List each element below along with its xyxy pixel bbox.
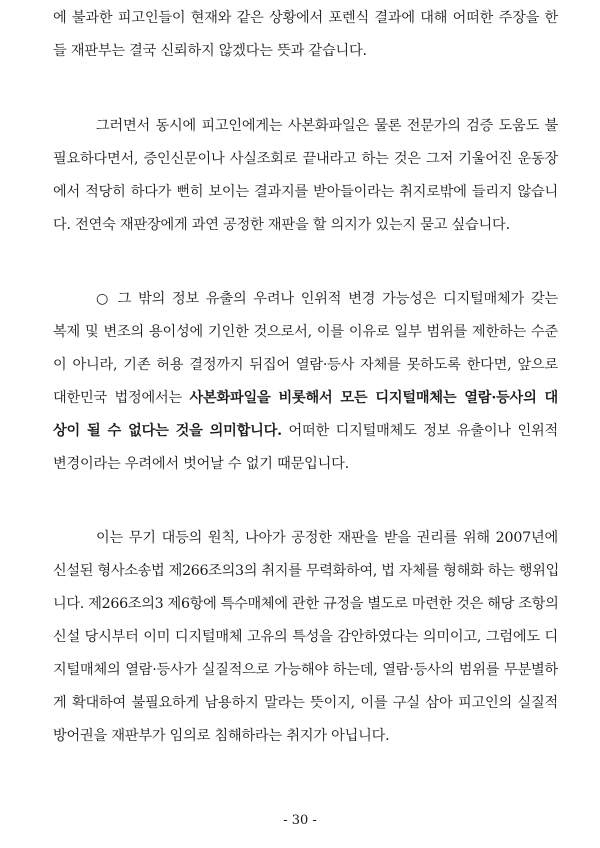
line-text: 지털매체의 열람·등사가 실질적으로 가능해야 하는데, 열람·등사의 범위를 무분별하 [53,662,558,678]
line-text-plain: 어떠한 디지털매체도 정보 유출이나 인위적 [281,423,558,439]
line-text: 그러면서 동시에 피고인에게는 사본화파일은 물론 전문가의 검증 도움도 불 [96,118,558,134]
text-line [53,388,558,408]
text-line [53,421,558,441]
text-line [53,627,558,647]
text-line [53,355,558,375]
line-text: 다. 전연숙 재판장에게 과연 공정한 재판을 할 의지가 있는지 묻고 싶습니다. [53,217,510,233]
text-line [53,215,558,235]
text-line [53,594,558,614]
line-text: 이는 무기 대등의 원칙, 나아가 공정한 재판을 받을 권리를 위해 2007년에 [96,530,558,546]
line-text: 에 불과한 피고인들이 현재와 같은 상황에서 포렌식 결과에 대해 어떠한 주장을 한 [53,10,558,26]
text-line [53,561,558,581]
text-line [96,289,558,309]
text-line [53,454,558,474]
text-line [96,116,558,136]
line-text-bold: 사본화파일을 비롯해서 모든 디지털매체는 열람·등사의 대 [189,390,558,406]
line-text: 들 재판부는 결국 신뢰하지 않겠다는 뜻과 같습니다. [53,43,367,59]
line-text: 에서 적당히 하다가 뻔히 보이는 결과지를 받아들이라는 취지로밖에 들리지 않습니 [53,184,558,200]
line-text: 복제 및 변조의 용이성에 기인한 것으로서, 이를 이유로 일부 범위를 제한하는 수준 [53,324,558,340]
line-text: ○ 그 밖의 정보 유출의 우려나 인위적 변경 가능성은 디지털매체가 갖는 [96,291,558,307]
line-text-plain: 대한민국 법정에서는 [53,390,190,406]
line-text: 이 아니라, 기존 허용 결정까지 뒤집어 열람·등사 자체를 못하도록 한다면, 앞으로 [53,357,558,373]
text-line [53,322,558,342]
text-line [53,41,558,61]
line-text: 필요하다면서, 증인신문이나 사실조회로 끝내라고 하는 것은 그저 기울어진 운동장 [53,151,558,167]
text-line [96,528,558,548]
text-line [53,660,558,680]
text-line [53,149,558,169]
line-text: 신설된 형사소송법 제266조의3의 취지를 무력화하여, 법 자체를 형해화 하는 행위입 [53,563,559,579]
text-line [53,693,558,713]
line-text: 니다. 제266조의3 제6항에 특수매체에 관한 규정을 별도로 마련한 것은 해당 조항의 [53,596,559,612]
line-text: 게 확대하여 불필요하게 남용하지 말라는 뜻이지, 이를 구실 삼아 피고인의 실질적 [53,695,558,711]
page-number: - 30 - [283,813,317,828]
text-line [53,726,558,746]
line-text: 방어권을 재판부가 임의로 침해하라는 취지가 아닙니다. [53,728,390,744]
text-line [53,182,558,202]
line-text: 신설 당시부터 이미 디지털매체 고유의 특성을 감안하였다는 의미이고, 그럼에도 디 [53,629,558,645]
text-line [53,8,558,28]
line-text: 변경이라는 우려에서 벗어날 수 없기 때문입니다. [53,456,349,472]
line-text-bold: 상이 될 수 없다는 것을 의미합니다. [53,423,282,439]
